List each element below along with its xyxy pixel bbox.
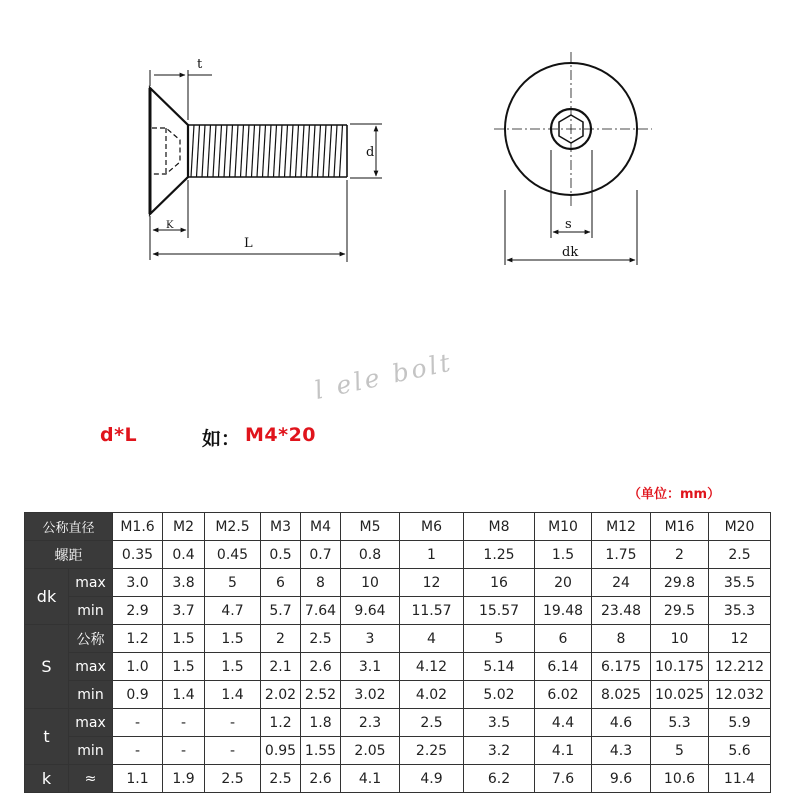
group-label: S	[25, 625, 69, 709]
size-header: M6	[400, 513, 464, 541]
thread-line	[235, 125, 238, 177]
top-view	[494, 52, 652, 208]
table-cell: 0.95	[261, 737, 301, 765]
table-cell: 1.2	[261, 709, 301, 737]
table-cell: 6.14	[535, 653, 592, 681]
table-cell: 2.5	[205, 765, 261, 793]
table-cell: 7.64	[301, 597, 341, 625]
table-cell: 2	[261, 625, 301, 653]
pitch-value: 1.25	[464, 541, 535, 569]
table-cell: 10	[341, 569, 400, 597]
table-row	[25, 653, 771, 681]
sub-label: min	[69, 681, 113, 709]
thread-line	[241, 125, 244, 177]
table-cell: 3.7	[163, 597, 205, 625]
table-row	[25, 681, 771, 709]
thread-line	[191, 125, 194, 177]
table-cell: 3.8	[163, 569, 205, 597]
table-cell: 3.2	[464, 737, 535, 765]
thread-line	[301, 125, 304, 177]
group-label: k	[25, 765, 69, 793]
table-row	[25, 597, 771, 625]
pitch-value: 2	[651, 541, 709, 569]
pitch-value: 2.5	[709, 541, 771, 569]
sub-label: max	[69, 709, 113, 737]
unit-note: （单位：mm）	[628, 487, 721, 502]
watermark-text: l ele bolt	[311, 347, 456, 405]
size-header: M5	[341, 513, 400, 541]
pitch-value: 0.35	[113, 541, 163, 569]
table-cell: 11.57	[400, 597, 464, 625]
table-cell: 4.4	[535, 709, 592, 737]
table-cell: 5.9	[709, 709, 771, 737]
size-header: M12	[592, 513, 651, 541]
spec-table	[24, 512, 771, 793]
thread-line	[279, 125, 282, 177]
table-cell: 4.1	[341, 765, 400, 793]
label-k: K	[166, 220, 174, 231]
pitch-label: 螺距	[25, 541, 113, 569]
table-cell: 4.12	[400, 653, 464, 681]
table-row	[25, 737, 771, 765]
table-cell: -	[205, 737, 261, 765]
table-cell: 4.3	[592, 737, 651, 765]
table-cell: 4.02	[400, 681, 464, 709]
table-cell: 5	[464, 625, 535, 653]
thread-line	[219, 125, 222, 177]
label-t: t	[197, 57, 203, 72]
table-cell: -	[163, 709, 205, 737]
table-cell: 2.1	[261, 653, 301, 681]
thread-line	[296, 125, 299, 177]
pitch-value: 1.75	[592, 541, 651, 569]
table-cell: 1.5	[163, 625, 205, 653]
table-cell: 1.2	[113, 625, 163, 653]
table-cell: 3.02	[341, 681, 400, 709]
thread-line	[257, 125, 260, 177]
size-formula: d*L	[100, 424, 138, 446]
table-cell: 1.55	[301, 737, 341, 765]
thread-line	[252, 125, 255, 177]
thread-line	[318, 125, 321, 177]
table-cell: 6.175	[592, 653, 651, 681]
thread-line	[312, 125, 315, 177]
thread-line	[274, 125, 277, 177]
table-cell: 0.9	[113, 681, 163, 709]
table-cell: 3.0	[113, 569, 163, 597]
size-header: M8	[464, 513, 535, 541]
table-cell: 8.025	[592, 681, 651, 709]
label-L: L	[244, 236, 253, 251]
pitch-value: 1.5	[535, 541, 592, 569]
pitch-value: 0.5	[261, 541, 301, 569]
table-cell: 2.05	[341, 737, 400, 765]
size-header: M3	[261, 513, 301, 541]
size-header: M2.5	[205, 513, 261, 541]
table-cell: -	[113, 737, 163, 765]
sub-label: ≈	[69, 765, 113, 793]
group-label: t	[25, 709, 69, 765]
table-cell: 5.6	[709, 737, 771, 765]
table-cell: 19.48	[535, 597, 592, 625]
table-cell: 6	[535, 625, 592, 653]
table-cell: 2.02	[261, 681, 301, 709]
thread-line	[246, 125, 249, 177]
pitch-row	[25, 541, 771, 569]
table-cell: 6	[261, 569, 301, 597]
top-view-labels	[562, 217, 578, 260]
table-cell: 6.2	[464, 765, 535, 793]
size-header: M2	[163, 513, 205, 541]
thread-line	[334, 125, 337, 177]
table-cell: 9.64	[341, 597, 400, 625]
table-cell: 6.02	[535, 681, 592, 709]
table-cell: 12.212	[709, 653, 771, 681]
table-cell: 1.1	[113, 765, 163, 793]
label-d: d	[366, 145, 375, 160]
table-cell: 3.1	[341, 653, 400, 681]
table-row	[25, 709, 771, 737]
table-cell: 2.5	[400, 709, 464, 737]
thread-line	[329, 125, 332, 177]
table-cell: 2.9	[113, 597, 163, 625]
table-cell: 24	[592, 569, 651, 597]
thread-line	[285, 125, 288, 177]
label-dk: dk	[562, 245, 579, 260]
table-cell: 1.5	[205, 625, 261, 653]
thread-line	[213, 125, 216, 177]
thread-line	[307, 125, 310, 177]
example-size: M4*20	[245, 424, 317, 446]
table-cell: 10	[651, 625, 709, 653]
table-cell: 4	[400, 625, 464, 653]
table-cell: 5.02	[464, 681, 535, 709]
table-cell: 1.4	[205, 681, 261, 709]
table-cell: 5.3	[651, 709, 709, 737]
pitch-value: 0.45	[205, 541, 261, 569]
table-cell: 3	[341, 625, 400, 653]
table-cell: 12.032	[709, 681, 771, 709]
size-header: M4	[301, 513, 341, 541]
sub-label: 公称	[69, 625, 113, 653]
thread-line	[202, 125, 205, 177]
thread-line	[230, 125, 233, 177]
table-cell: 10.6	[651, 765, 709, 793]
table-cell: 7.6	[535, 765, 592, 793]
table-cell: 35.3	[709, 597, 771, 625]
table-cell: 2.6	[301, 765, 341, 793]
table-cell: 29.5	[651, 597, 709, 625]
thread-line	[290, 125, 293, 177]
table-cell: -	[205, 709, 261, 737]
table-cell: 2.52	[301, 681, 341, 709]
table-cell: 4.7	[205, 597, 261, 625]
thread-line	[263, 125, 266, 177]
table-cell: 1.4	[163, 681, 205, 709]
sub-label: max	[69, 653, 113, 681]
table-cell: 1.0	[113, 653, 163, 681]
table-cell: 3.5	[464, 709, 535, 737]
thread-line	[224, 125, 227, 177]
header-row	[25, 513, 771, 541]
table-cell: 4.9	[400, 765, 464, 793]
table-cell: 15.57	[464, 597, 535, 625]
screw-technical-drawing	[0, 0, 800, 330]
table-cell: 5	[205, 569, 261, 597]
table-cell: 29.8	[651, 569, 709, 597]
thread-line	[208, 125, 211, 177]
table-cell: 8	[592, 625, 651, 653]
thread-line	[323, 125, 326, 177]
table-cell: 9.6	[592, 765, 651, 793]
label-s: s	[565, 217, 572, 232]
size-header: M1.6	[113, 513, 163, 541]
table-cell: 5.14	[464, 653, 535, 681]
pitch-value: 0.4	[163, 541, 205, 569]
sub-label: max	[69, 569, 113, 597]
size-header: M20	[709, 513, 771, 541]
table-cell: 23.48	[592, 597, 651, 625]
table-cell: 1.9	[163, 765, 205, 793]
table-cell: -	[113, 709, 163, 737]
table-cell: 1.5	[163, 653, 205, 681]
thread-line	[197, 125, 200, 177]
table-row	[25, 625, 771, 653]
table-cell: 1.5	[205, 653, 261, 681]
table-cell: 2.6	[301, 653, 341, 681]
table-cell: 11.4	[709, 765, 771, 793]
table-cell: 2.5	[301, 625, 341, 653]
pitch-value: 1	[400, 541, 464, 569]
table-cell: 2.3	[341, 709, 400, 737]
thread-line	[268, 125, 271, 177]
size-header: M10	[535, 513, 592, 541]
table-cell: 12	[400, 569, 464, 597]
table-cell: 20	[535, 569, 592, 597]
thread-line	[340, 125, 343, 177]
table-cell: 1.8	[301, 709, 341, 737]
sub-label: min	[69, 737, 113, 765]
size-header: M16	[651, 513, 709, 541]
table-cell: 5	[651, 737, 709, 765]
table-cell: 8	[301, 569, 341, 597]
table-cell: 2.5	[261, 765, 301, 793]
table-cell: 5.7	[261, 597, 301, 625]
table-cell: -	[163, 737, 205, 765]
example-prefix: 如：	[202, 428, 241, 450]
table-cell: 10.175	[651, 653, 709, 681]
group-label: dk	[25, 569, 69, 625]
table-row	[25, 765, 771, 793]
pitch-value: 0.7	[301, 541, 341, 569]
table-cell: 2.25	[400, 737, 464, 765]
pitch-value: 0.8	[341, 541, 400, 569]
sub-label: min	[69, 597, 113, 625]
table-cell: 4.6	[592, 709, 651, 737]
table-cell: 4.1	[535, 737, 592, 765]
side-view	[150, 88, 347, 214]
table-cell: 12	[709, 625, 771, 653]
table-row	[25, 569, 771, 597]
table-cell: 10.025	[651, 681, 709, 709]
table-cell: 16	[464, 569, 535, 597]
header-label: 公称直径	[25, 513, 113, 541]
table-cell: 35.5	[709, 569, 771, 597]
